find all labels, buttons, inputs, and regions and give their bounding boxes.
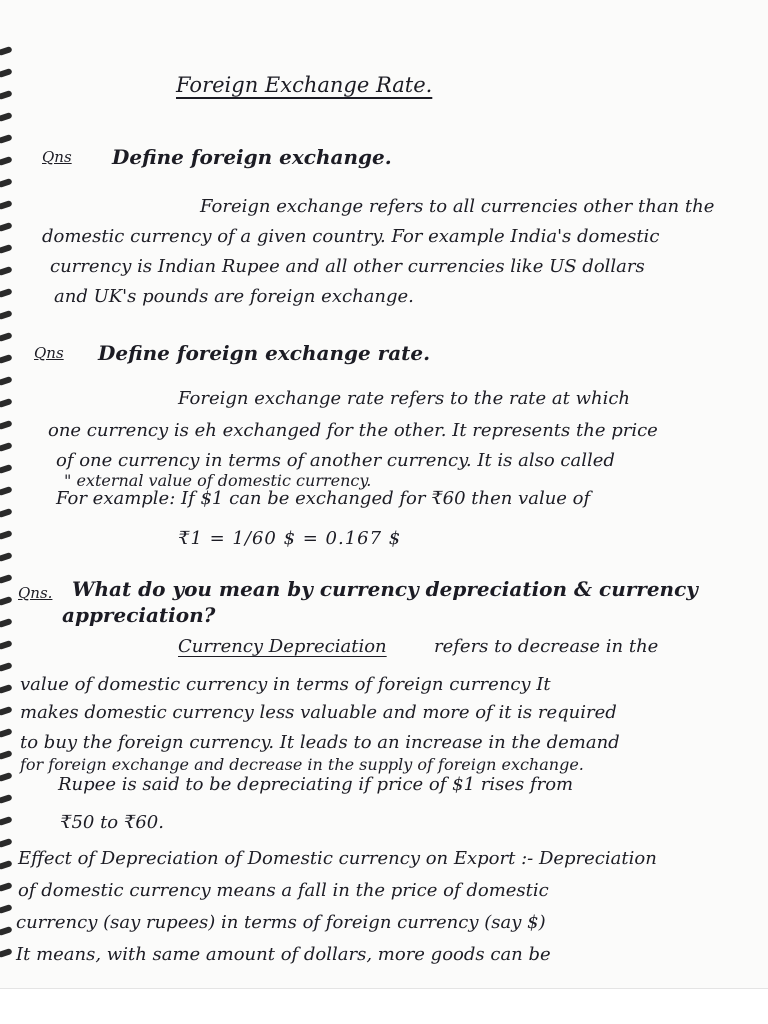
question-1: Define foreign exchange. — [112, 145, 392, 169]
spiral-ring — [0, 618, 13, 628]
answer-2-line: of one currency in terms of another currency. It is also called — [56, 450, 615, 471]
answer-1-line: domestic currency of a given country. For example India's domestic — [42, 226, 660, 247]
spiral-binding — [0, 40, 16, 980]
spiral-ring — [0, 838, 13, 848]
effect-line: It means, with same amount of dollars, more goods can be — [16, 944, 551, 965]
answer-1-line: and UK's pounds are foreign exchange. — [54, 286, 414, 307]
spiral-ring — [0, 310, 13, 320]
spiral-ring — [0, 200, 13, 210]
spiral-ring — [0, 926, 13, 936]
spiral-ring — [0, 90, 13, 100]
spiral-ring — [0, 816, 13, 826]
spiral-ring — [0, 398, 13, 408]
page-title: Foreign Exchange Rate. — [176, 73, 433, 97]
spiral-ring — [0, 750, 13, 760]
answer-2-line: " external value of domestic currency. — [64, 471, 372, 490]
spiral-ring — [0, 134, 13, 144]
spiral-ring — [0, 508, 13, 518]
spiral-ring — [0, 662, 13, 672]
spiral-ring — [0, 904, 13, 914]
answer-3-line: makes domestic currency less valuable and more of it is required — [20, 702, 617, 723]
spiral-ring — [0, 486, 13, 496]
spiral-ring — [0, 376, 13, 386]
spiral-ring — [0, 640, 13, 650]
spiral-ring — [0, 288, 13, 298]
effect-line: of domestic currency means a fall in the price of domestic — [18, 880, 549, 901]
question-3-line: What do you mean by currency depreciation & currency — [72, 577, 698, 601]
answer-2-line: For example: If $1 can be exchanged for ₹60 then value of — [56, 488, 591, 509]
spiral-ring — [0, 332, 13, 342]
spiral-ring — [0, 266, 13, 276]
spiral-ring — [0, 178, 13, 188]
question-label: Qns — [34, 344, 64, 362]
effect-line: Effect of Depreciation of Domestic currency on Export :- Depreciation — [18, 848, 657, 869]
spiral-ring — [0, 156, 13, 166]
answer-3-line: value of domestic currency in terms of foreign currency It — [20, 674, 551, 695]
question-3-line: appreciation? — [62, 603, 216, 627]
answer-3-line: Rupee is said to be depreciating if price of $1 rises from — [58, 774, 574, 795]
spiral-ring — [0, 882, 13, 892]
spiral-ring — [0, 706, 13, 716]
spiral-ring — [0, 596, 13, 606]
spiral-ring — [0, 552, 13, 562]
spiral-ring — [0, 420, 13, 430]
answer-3-line: for foreign exchange and decrease in the supply of foreign exchange. — [20, 755, 584, 774]
answer-1-line: Foreign exchange refers to all currencies other than the — [200, 196, 715, 217]
spiral-ring — [0, 68, 13, 78]
answer-3-line: refers to decrease in the — [434, 636, 659, 657]
spiral-ring — [0, 112, 13, 122]
answer-2-line: Foreign exchange rate refers to the rate at which — [178, 388, 631, 409]
answer-3-line: to buy the foreign currency. It leads to an increase in the demand — [20, 732, 620, 753]
spiral-ring — [0, 794, 13, 804]
spiral-ring — [0, 442, 13, 452]
question-label: Qns. — [18, 584, 53, 602]
spiral-ring — [0, 530, 13, 540]
spiral-ring — [0, 222, 13, 232]
question-label: Qns — [42, 148, 72, 166]
spiral-ring — [0, 860, 13, 870]
term-currency-depreciation: Currency Depreciation — [178, 636, 387, 657]
page-bottom-edge — [0, 988, 768, 1024]
spiral-ring — [0, 354, 13, 364]
answer-3-line: ₹50 to ₹60. — [60, 812, 164, 833]
spiral-ring — [0, 244, 13, 254]
question-2: Define foreign exchange rate. — [98, 341, 431, 365]
exchange-rate-formula: ₹1 = 1/60 $ = 0.167 $ — [178, 528, 402, 549]
spiral-ring — [0, 772, 13, 782]
spiral-ring — [0, 574, 13, 584]
answer-2-line: one currency is eh exchanged for the other. It represents the price — [48, 420, 658, 441]
answer-1-line: currency is Indian Rupee and all other currencies like US dollars — [50, 256, 645, 277]
effect-line: currency (say rupees) in terms of foreign currency (say $) — [16, 912, 546, 933]
spiral-ring — [0, 46, 13, 56]
spiral-ring — [0, 684, 13, 694]
spiral-ring — [0, 948, 13, 958]
spiral-ring — [0, 464, 13, 474]
spiral-ring — [0, 728, 13, 738]
